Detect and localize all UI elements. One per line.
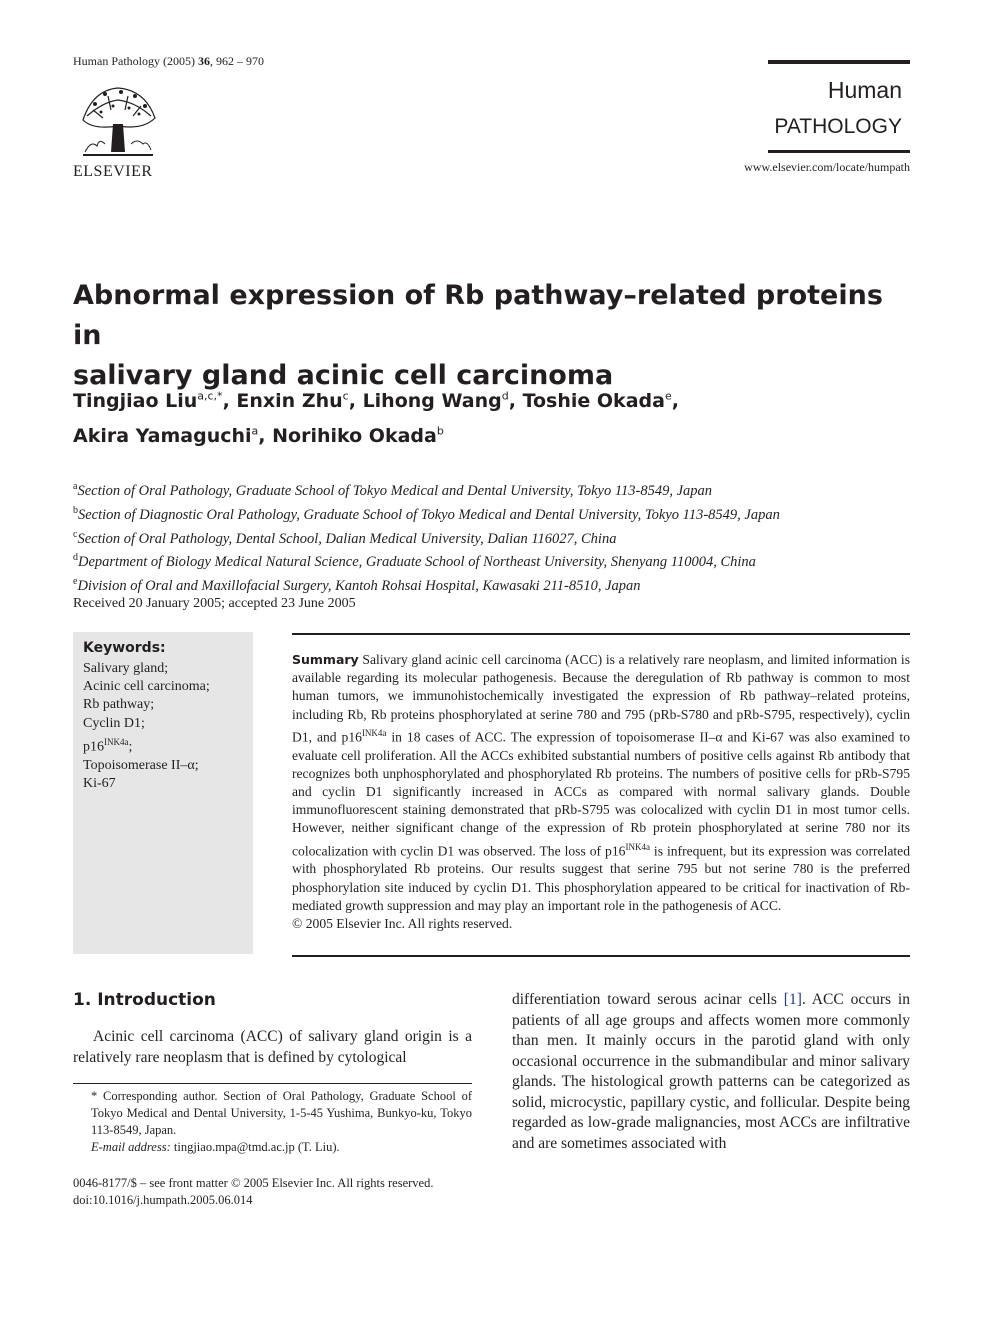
journal-url[interactable]: www.elsevier.com/locate/humpath xyxy=(744,160,910,174)
citation-link[interactable]: [1] xyxy=(783,991,802,1008)
abstract-top-rule xyxy=(292,633,910,635)
author: Toshie Okada$^e$, xyxy=(522,390,679,413)
section-heading-introduction: 1. Introduction xyxy=(73,990,216,1010)
keywords-list xyxy=(83,660,210,793)
author-list xyxy=(73,382,913,451)
abstract-bottom-rule xyxy=(292,955,910,957)
journal-reference xyxy=(73,54,264,69)
journal-brand xyxy=(768,60,910,158)
intro-paragraph-right: differentiation toward serous acinar cells [1]. ACC occurs in patients of all age groups and affects women more commonly than men. It mainly occurs in the parotid gland with only occasional occurrence in the submandibular and minor salivary glands. The histological growth patterns can be categorized as solid, microcystic, papillary cystic, and follicular. Despite being regarded as low-grade malignancies, most ACCs are infiltrative and are sometimes associated with xyxy=(512,991,910,1152)
author: Enxin Zhu$^c$, xyxy=(236,390,363,413)
affiliation: $^c$Section of Oral Pathology, Dental School, Dalian Medical University, Dalian 116027, China xyxy=(73,528,617,547)
front-matter-note xyxy=(73,1175,493,1209)
title-line-1: Abnormal expression of Rb pathway–related proteins in xyxy=(73,280,883,351)
corresponding-footnote: * Corresponding author. Section of Oral Pathology, Graduate School of Tokyo Medical and Dental University, 1-5-45 Yushima, Bunkyo-ku, Tokyo 113-8549, Japan. E-mail address: tingjiao.mpa@tmd.ac.jp (T. Liu). xyxy=(91,1089,472,1154)
affiliation: $^a$Section of Oral Pathology, Graduate School of Tokyo Medical and Dental University, Tokyo 113-8549, Japan xyxy=(73,481,713,499)
keyword: Rb pathway; xyxy=(83,697,155,713)
abstract-text: in 18 cases of ACC. The expression of topoisomerase II–α and Ki-67 was also examined to evaluate cell proliferation. All the ACCs exhibited substantial numbers of positive cells against Rb antibody that recognizes both unphosphorylated and phosphorylated Rb proteins. The numbers of positive cells for pRb-S795 and cyclin D1 significantly increased in ACCs as compared with normal salivary glands. Double immunofluorescent staining demonstrated that pRb-S795 was colocalized with cyclin D1 in most tumor cells. However, neither significant change of the expression of Rb protein phosphorylated at serine 780 nor its colocalization with cyclin D1 was observed. The loss of p16 xyxy=(292,729,911,859)
abstract-text: Salivary gland acinic cell carcinoma (ACC) is a relatively rare neoplasm, and limited information is available regarding its molecular pathogenesis. Because the deregulation of Rb pathway is common to most human tumors, we immunohistochemically investigated the expression of Rb pathway–related proteins, including Rb, Rb proteins phosphorylated at serine 780 and 795 (pRb-S780 and pRb-S795, respectively), cyclin D1, and p16 xyxy=(292,652,910,745)
journal-ref-prefix: Human Pathology (2005) xyxy=(73,54,198,68)
title-line-2: salivary gland acinic cell carcinoma xyxy=(73,360,614,391)
keyword: $p16^{INK4a}$; xyxy=(83,736,133,755)
author: Norihiko Okada$^b$ xyxy=(272,424,444,447)
keyword: Ki-67 xyxy=(83,775,116,791)
journal-pages: , 962 – 970 xyxy=(210,54,264,68)
author: Lihong Wang$^d$, xyxy=(362,390,523,413)
abstract: Summary Salivary gland acinic cell carcinoma (ACC) is a relatively rare neoplasm, and limited information is available regarding its molecular pathogenesis. Because the deregulation of Rb pathway is common to most human tumors, we immunohistochemically investigated the expression of Rb pathway–related proteins, including Rb, Rb proteins phosphorylated at serine 780 and 795 (pRb-S780 and pRb-S795, respectively), cyclin D1, and $p16^{INK4a}$ in 18 cases of ACC. The expression of topoisomerase II–α and Ki-67 was also examined to evaluate cell proliferation. All the ACCs exhibited substantial numbers of positive cells against Rb antibody that recognizes both unphosphorylated and phosphorylated Rb proteins. The numbers of positive cells for pRb-S795 and cyclin D1 significantly increased in ACCs as compared with normal salivary glands. Double immunofluorescent staining demonstrated that pRb-S795 was colocalized with cyclin D1 in most tumor cells. However, neither significant change of the expression of Rb protein phosphorylated at serine 780 nor its colocalization with cyclin D1 was observed. The loss of $p16^{INK4a}$ is infrequent, but its expression was correlated with phosphorylated Rb proteins. Our results suggest that serine 795 but not serine 780 is the preferred phosphorylation site induced by cyclin D1. This phosphorylation appeared to be critical for inactivation of Rb-mediated growth suppression and may play an important role in the pathogenesis of ACC. © 2005 Elsevier Inc. All rights reserved. xyxy=(292,651,910,933)
keywords-heading: Keywords: xyxy=(83,640,166,656)
affiliation: $^d$Department of Biology Medical Natural Science, Graduate School of Northeast University, Shenyang 110004, China xyxy=(73,552,756,571)
brand-bottom-rule xyxy=(768,150,910,153)
keyword: Acinic cell carcinoma; xyxy=(83,679,210,695)
elsevier-wordmark: ELSEVIER xyxy=(73,163,153,180)
affiliation-list xyxy=(73,477,933,596)
affiliation: $^b$Section of Diagnostic Oral Pathology, Graduate School of Tokyo Medical and Dental University, Tokyo 113-8549, Japan xyxy=(73,504,780,523)
footnote-rule xyxy=(73,1083,472,1084)
email-address[interactable]: tingjiao.mpa@tmd.ac.jp (T. Liu). xyxy=(170,1140,340,1154)
doi-line[interactable]: doi:10.1016/j.humpath.2005.06.014 xyxy=(73,1193,253,1207)
brand-word-pathology: PATHOLOGY xyxy=(774,115,902,138)
abstract-label: Summary xyxy=(292,652,359,667)
journal-volume: 36 xyxy=(198,54,210,68)
intro-paragraph-left: Acinic cell carcinoma (ACC) of salivary gland origin is a relatively rare neoplasm that is defined by cytological xyxy=(73,1028,472,1066)
article-title xyxy=(73,276,913,396)
email-label: E-mail address: xyxy=(91,1140,171,1154)
keyword: Cyclin D1; xyxy=(83,715,145,731)
elsevier-tree-logo-icon xyxy=(73,80,163,162)
brand-top-rule xyxy=(768,60,910,64)
affiliation: $^e$Division of Oral and Maxillofacial Surgery, Kantoh Rohsai Hospital, Kawasaki 211-8510, Japan xyxy=(73,576,641,595)
received-dates: Received 20 January 2005; accepted 23 June 2005 xyxy=(73,596,356,611)
abstract-text: is infrequent, but its expression was correlated with phosphorylated Rb proteins. Our results suggest that serine 795 but not serine 780 is the preferred phosphorylation site induced by cyclin D1. This phosphorylation appeared to be critical for inactivation of Rb-mediated growth suppression and may play an important role in the pathogenesis of ACC. xyxy=(292,843,910,913)
author: Akira Yamaguchi$^a$, xyxy=(73,424,273,447)
keyword: Salivary gland; xyxy=(83,661,169,676)
issn-line: 0046-8177/$ – see front matter © 2005 Elsevier Inc. All rights reserved. xyxy=(73,1176,434,1190)
keyword: Topoisomerase II–α; xyxy=(83,757,199,773)
brand-word-human: Human xyxy=(827,77,902,103)
author: Tingjiao Liu$^{a,c,*}$, xyxy=(73,390,237,413)
copyright: © 2005 Elsevier Inc. All rights reserved. xyxy=(292,915,513,931)
keywords-box xyxy=(73,632,253,954)
